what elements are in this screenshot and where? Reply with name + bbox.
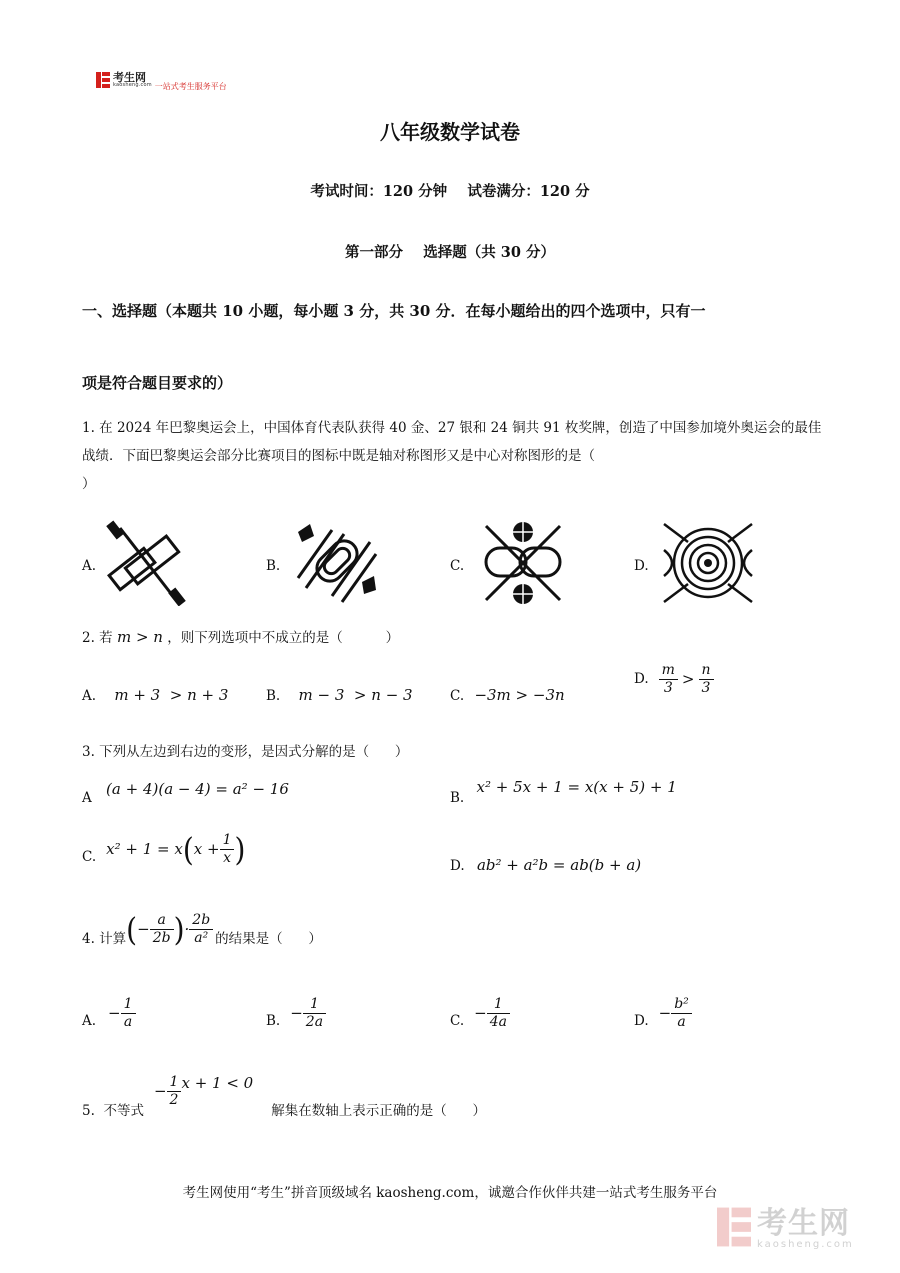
question-4-suffix: 的结果是（ ） bbox=[215, 931, 322, 948]
fraction bbox=[121, 996, 136, 1031]
numerator: 1 bbox=[303, 996, 326, 1014]
question-2-condition: m > n bbox=[116, 628, 163, 646]
watermark-name: 考生网 bbox=[757, 1205, 850, 1241]
q4-option-d bbox=[634, 996, 692, 1031]
option-label: B. bbox=[450, 790, 465, 806]
multiply-dot: · bbox=[184, 920, 190, 939]
logo-domain: kaosheng.com bbox=[113, 82, 152, 88]
option-label: D. bbox=[634, 671, 649, 688]
question-2 bbox=[82, 623, 822, 652]
q1-option-b-label: B. bbox=[266, 558, 281, 574]
option-label: C. bbox=[450, 688, 465, 704]
minus-sign: − bbox=[153, 1082, 167, 1101]
minus-sign: − bbox=[474, 1004, 487, 1023]
option-expression: ab² + a²b = ab(b + a) bbox=[476, 856, 642, 874]
denominator: 2b bbox=[152, 929, 171, 946]
denominator: 4a bbox=[489, 1013, 507, 1030]
watermark-domain: kaosheng.com bbox=[757, 1238, 854, 1250]
fraction-m-over-3 bbox=[659, 662, 678, 697]
option-expression: (a + 4)(a − 4) = a² − 16 bbox=[106, 780, 289, 798]
logo-name: 考生网 bbox=[113, 71, 146, 84]
fraction-n-over-3 bbox=[699, 662, 714, 697]
denominator: 3 bbox=[701, 679, 711, 696]
option-expression-inner: x + bbox=[193, 840, 220, 859]
question-5 bbox=[82, 1074, 822, 1120]
numerator: 2b bbox=[189, 912, 213, 930]
minus-sign: − bbox=[658, 1004, 672, 1023]
option-expression: −3m > −3n bbox=[474, 686, 565, 704]
q4-option-b bbox=[266, 996, 326, 1031]
question-2-prefix: 2. 若 bbox=[82, 630, 113, 646]
option-label: A bbox=[82, 790, 92, 806]
q3-option-b bbox=[450, 778, 677, 806]
q2-option-d bbox=[634, 662, 714, 697]
option-label: C. bbox=[450, 1013, 465, 1030]
minus-sign: − bbox=[290, 1004, 303, 1023]
fraction bbox=[487, 996, 510, 1031]
kaosheng-logo-icon bbox=[96, 72, 110, 88]
option-label: D. bbox=[450, 858, 465, 874]
page-footer: 考生网使用“考生”拼音顶级域名 kaosheng.com，诚邀合作伙伴共建一站式考生服务平台 bbox=[182, 1185, 718, 1201]
archery-target-icon bbox=[660, 520, 756, 606]
numerator: 1 bbox=[167, 1074, 182, 1092]
q2-option-c bbox=[450, 686, 565, 704]
option-label: C. bbox=[82, 849, 97, 866]
header-logo bbox=[96, 72, 227, 92]
inequality-rest: x + 1 < 0 bbox=[181, 1074, 254, 1093]
question-5-suffix: 解集在数轴上表示正确的是（ ） bbox=[271, 1103, 486, 1120]
section-heading-line1: 一、选择题（本题共 10 小题，每小题 3 分，共 30 分．在每小题给出的四个选项中，只有一 bbox=[82, 302, 706, 320]
q3-option-a bbox=[82, 780, 289, 806]
fraction bbox=[671, 996, 692, 1031]
question-4: 4. 计算 ( − $\frac{a}{2b}$ ) · $\frac{2b}{\text{a²}}$ 的结果是（ ） bbox=[82, 910, 322, 949]
option-expression-lhs: x² + 1 = x bbox=[106, 840, 183, 859]
numerator: n bbox=[699, 662, 714, 680]
denominator: 2 bbox=[169, 1091, 179, 1108]
section-heading-line2: 项是符合题目要求的） bbox=[82, 374, 233, 392]
logo-slogan: 一站式考生服务平台 bbox=[154, 82, 227, 91]
option-label: D. bbox=[634, 1013, 649, 1030]
question-4-prefix: 4. 计算 bbox=[82, 931, 127, 948]
denominator: a bbox=[677, 1013, 686, 1030]
denominator: a bbox=[123, 1013, 133, 1030]
numerator: m bbox=[659, 662, 678, 680]
operator: > bbox=[681, 670, 695, 689]
option-expression: m − 3 > n − 3 bbox=[298, 686, 413, 704]
part-heading: 第一部分 选择题（共 30 分） bbox=[345, 244, 555, 261]
fraction-2b-over-a2 bbox=[189, 912, 213, 947]
q1-option-d-label: D. bbox=[634, 558, 649, 574]
q3-option-c: C. x² + 1 = x ( x + $\frac{1}{x}$ ) bbox=[82, 830, 246, 869]
option-label: A. bbox=[82, 688, 97, 704]
denominator: a² bbox=[194, 929, 209, 946]
kaosheng-watermark-icon bbox=[717, 1207, 751, 1251]
q2-option-b bbox=[266, 686, 413, 704]
numerator: 1 bbox=[121, 996, 136, 1014]
option-expression: m + 3 > n + 3 bbox=[114, 686, 229, 704]
question-1 bbox=[82, 414, 822, 498]
q4-option-c bbox=[450, 996, 510, 1031]
q1-option-a-label: A. bbox=[82, 558, 97, 574]
basketball-icon bbox=[478, 520, 568, 606]
fraction-1-over-2 bbox=[167, 1074, 182, 1109]
q1-option-c-label: C. bbox=[450, 558, 465, 574]
question-2-suffix: ，则下列选项中不成立的是（ ） bbox=[167, 630, 400, 646]
option-expression: x² + 5x + 1 = x(x + 5) + 1 bbox=[476, 778, 677, 796]
athletics-track-icon bbox=[292, 520, 382, 606]
denominator: 2a bbox=[305, 1013, 324, 1030]
q4-option-a bbox=[82, 996, 136, 1031]
question-1-text: 1. 在 2024 年巴黎奥运会上，中国体育代表队获得 40 金、27 银和 24 铜共 91 枚奖牌，创造了中国参加境外奥运会的最佳战绩．下面巴黎奥运会部分比赛项目的图标中既是轴对称图形又是中心对称图形的是（ bbox=[82, 420, 822, 464]
minus-sign: − bbox=[137, 920, 150, 939]
question-3: 3. 下列从左边到右边的变形，是因式分解的是（ ） bbox=[82, 744, 409, 760]
q2-option-a bbox=[82, 686, 228, 704]
fraction bbox=[303, 996, 326, 1031]
numerator: a bbox=[150, 912, 174, 930]
question-1-close: ） bbox=[82, 476, 96, 492]
numerator: b² bbox=[671, 996, 692, 1014]
fraction-a-over-2b bbox=[150, 912, 174, 947]
numerator: 1 bbox=[220, 832, 235, 850]
denominator: x bbox=[223, 849, 231, 866]
exam-info: 考试时间：120 分钟 试卷满分：120 分 bbox=[310, 183, 590, 200]
numerator: 1 bbox=[487, 996, 510, 1014]
minus-sign: − bbox=[108, 1004, 121, 1023]
denominator: 3 bbox=[663, 679, 673, 696]
watermark-logo bbox=[717, 1207, 854, 1251]
question-5-prefix: 5. 不等式 bbox=[82, 1103, 144, 1120]
option-label: A. bbox=[82, 1013, 97, 1030]
weightlifting-icon bbox=[102, 520, 192, 606]
option-label: B. bbox=[266, 1013, 281, 1030]
option-label: B. bbox=[266, 688, 281, 704]
page-title: 八年级数学试卷 bbox=[380, 120, 520, 144]
fraction-1-over-x bbox=[220, 832, 235, 867]
q3-option-d bbox=[450, 856, 641, 874]
